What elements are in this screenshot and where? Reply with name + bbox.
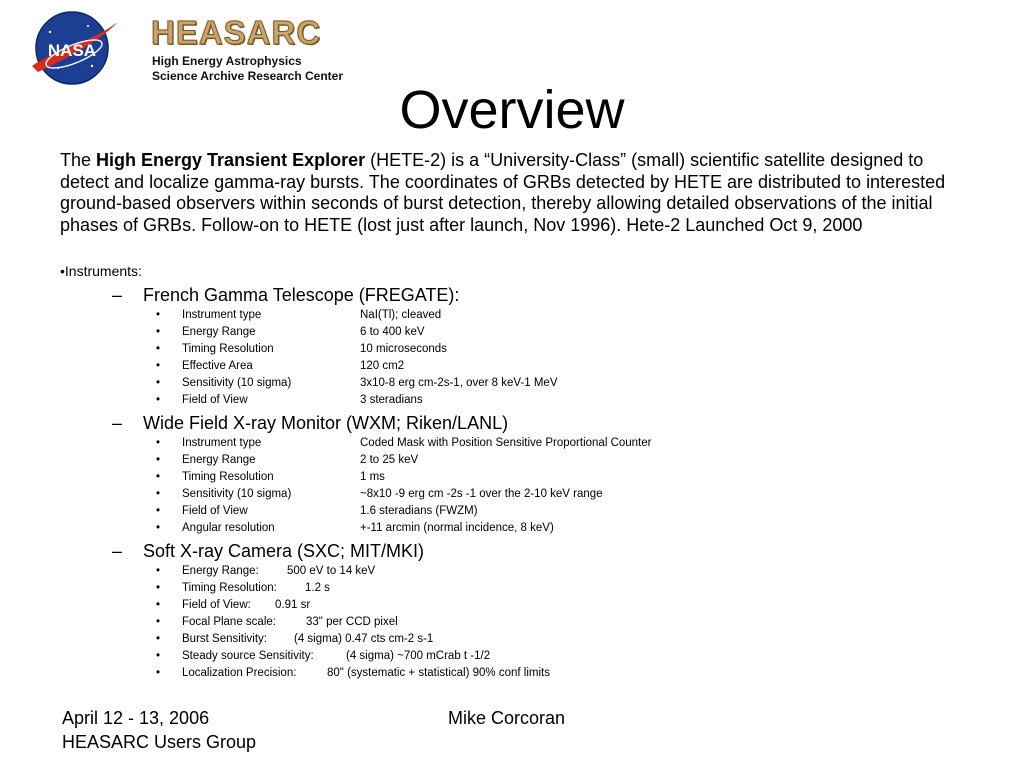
row-value: 1.2 s bbox=[305, 582, 330, 594]
heasarc-subtitle-line1: High Energy Astrophysics bbox=[152, 54, 302, 68]
row-value: 120 cm2 bbox=[360, 360, 405, 372]
row-value: NaI(Tl); cleaved bbox=[360, 309, 442, 321]
row-value: 0.91 sr bbox=[275, 599, 311, 611]
row-label: Energy Range bbox=[182, 326, 256, 338]
row-label: Instrument type bbox=[182, 437, 262, 449]
row-label: Effective Area bbox=[182, 360, 253, 372]
heasarc-logo: HEASARC bbox=[151, 14, 322, 51]
section-heading-text: Soft X-ray Camera (SXC; MIT/MKI) bbox=[143, 541, 425, 561]
bullet-marker: • bbox=[156, 343, 161, 355]
intro-bold-name: High Energy Transient Explorer bbox=[96, 150, 366, 170]
bullet-marker: • bbox=[156, 582, 161, 594]
row-value: 1 ms bbox=[360, 471, 385, 483]
row-label: Energy Range bbox=[182, 454, 256, 466]
row-label: Energy Range: bbox=[182, 565, 259, 577]
bullet-marker: • bbox=[156, 360, 161, 372]
intro-prefix: The bbox=[60, 150, 97, 170]
bullet-marker: • bbox=[156, 565, 161, 577]
row-label: Sensitivity (10 sigma) bbox=[182, 377, 292, 389]
row-value: 3 steradians bbox=[360, 394, 423, 406]
row-value: 500 eV to 14 keV bbox=[287, 565, 376, 577]
row-label: Instrument type bbox=[182, 309, 262, 321]
section-heading-wxm bbox=[112, 412, 508, 434]
section-heading-text: Wide Field X-ray Monitor (WXM; Riken/LANL) bbox=[143, 413, 509, 433]
section-heading-fregate bbox=[112, 284, 459, 306]
instruments-label: •Instruments: bbox=[60, 263, 142, 279]
row-label: Sensitivity (10 sigma) bbox=[182, 488, 292, 500]
bullet-marker: • bbox=[156, 309, 161, 321]
dash-marker: – bbox=[112, 285, 123, 305]
footer-event-line: HEASARC Users Group bbox=[62, 732, 257, 752]
row-value: 3x10-8 erg cm-2s-1, over 8 keV-1 MeV bbox=[360, 377, 558, 389]
footer-date-line: April 12 - 13, 2006 bbox=[62, 708, 210, 728]
row-value: 10 microseconds bbox=[360, 343, 447, 355]
row-value: +-11 arcmin (normal incidence, 8 keV) bbox=[360, 522, 554, 534]
bullet-marker: • bbox=[156, 505, 161, 517]
nasa-logo-text: NASA bbox=[47, 41, 97, 60]
intro-text: (HETE-2) is a “University-Class” (small) scientific satellite designed to detect and localize gamma-ray bursts. The coordinates of GRBs detected by HETE are distributed to interested ground-based observers within seconds of burst detection, thereby allowing detailed observations of the initial phases of GRBs. Follow-on to HETE (lost just after launch, Nov 1996). Hete-2 Launched Oct 9, 2000 bbox=[60, 150, 946, 235]
nasa-logo bbox=[28, 8, 122, 88]
bullet-marker: • bbox=[156, 667, 161, 679]
dash-marker: – bbox=[112, 413, 123, 433]
row-label: Field of View bbox=[182, 505, 248, 517]
heasarc-subtitle-line2: Science Archive Research Center bbox=[152, 69, 343, 83]
section-heading-text: French Gamma Telescope (FREGATE): bbox=[143, 285, 460, 305]
intro-paragraph bbox=[60, 150, 960, 236]
bullet-marker: • bbox=[156, 326, 161, 338]
row-value: (4 sigma) ~700 mCrab t -1/2 bbox=[346, 650, 491, 662]
footer-author: Mike Corcoran bbox=[448, 708, 566, 728]
row-value: 33" per CCD pixel bbox=[306, 616, 398, 628]
row-label: Field of View: bbox=[182, 599, 251, 611]
row-value: Coded Mask with Position Sensitive Proportional Counter bbox=[360, 437, 652, 449]
row-value: 6 to 400 keV bbox=[360, 326, 425, 338]
row-label: Timing Resolution bbox=[182, 343, 274, 355]
bullet-marker: • bbox=[156, 599, 161, 611]
row-label: Timing Resolution: bbox=[182, 582, 277, 594]
footer-date bbox=[62, 706, 256, 754]
page-title: Overview bbox=[399, 80, 625, 140]
row-label: Steady source Sensitivity: bbox=[182, 650, 314, 662]
dash-marker: – bbox=[112, 541, 123, 561]
bullet-marker: • bbox=[156, 471, 161, 483]
row-value: 1.6 steradians (FWZM) bbox=[360, 505, 478, 517]
row-label: Burst Sensitivity: bbox=[182, 633, 267, 645]
bullet-marker: • bbox=[156, 394, 161, 406]
row-value: ~8x10 -9 erg cm -2s -1 over the 2-10 keV range bbox=[360, 488, 603, 500]
bullet-marker: • bbox=[156, 377, 161, 389]
row-value: (4 sigma) 0.47 cts cm-2 s-1 bbox=[294, 633, 434, 645]
bullet-marker: • bbox=[156, 633, 161, 645]
bullet-marker: • bbox=[156, 616, 161, 628]
row-label: Timing Resolution bbox=[182, 471, 274, 483]
row-value: 2 to 25 keV bbox=[360, 454, 419, 466]
bullet-marker: • bbox=[156, 650, 161, 662]
row-value: 80" (systematic + statistical) 90% conf limits bbox=[327, 667, 550, 679]
bullet-marker: • bbox=[156, 437, 161, 449]
row-label: Localization Precision: bbox=[182, 667, 297, 679]
row-label: Field of View bbox=[182, 394, 248, 406]
bullet-marker: • bbox=[156, 454, 161, 466]
bullet-marker: • bbox=[156, 488, 161, 500]
row-label: Angular resolution bbox=[182, 522, 275, 534]
row-label: Focal Plane scale: bbox=[182, 616, 276, 628]
bullet-marker: • bbox=[156, 522, 161, 534]
section-heading-sxc bbox=[112, 540, 424, 562]
